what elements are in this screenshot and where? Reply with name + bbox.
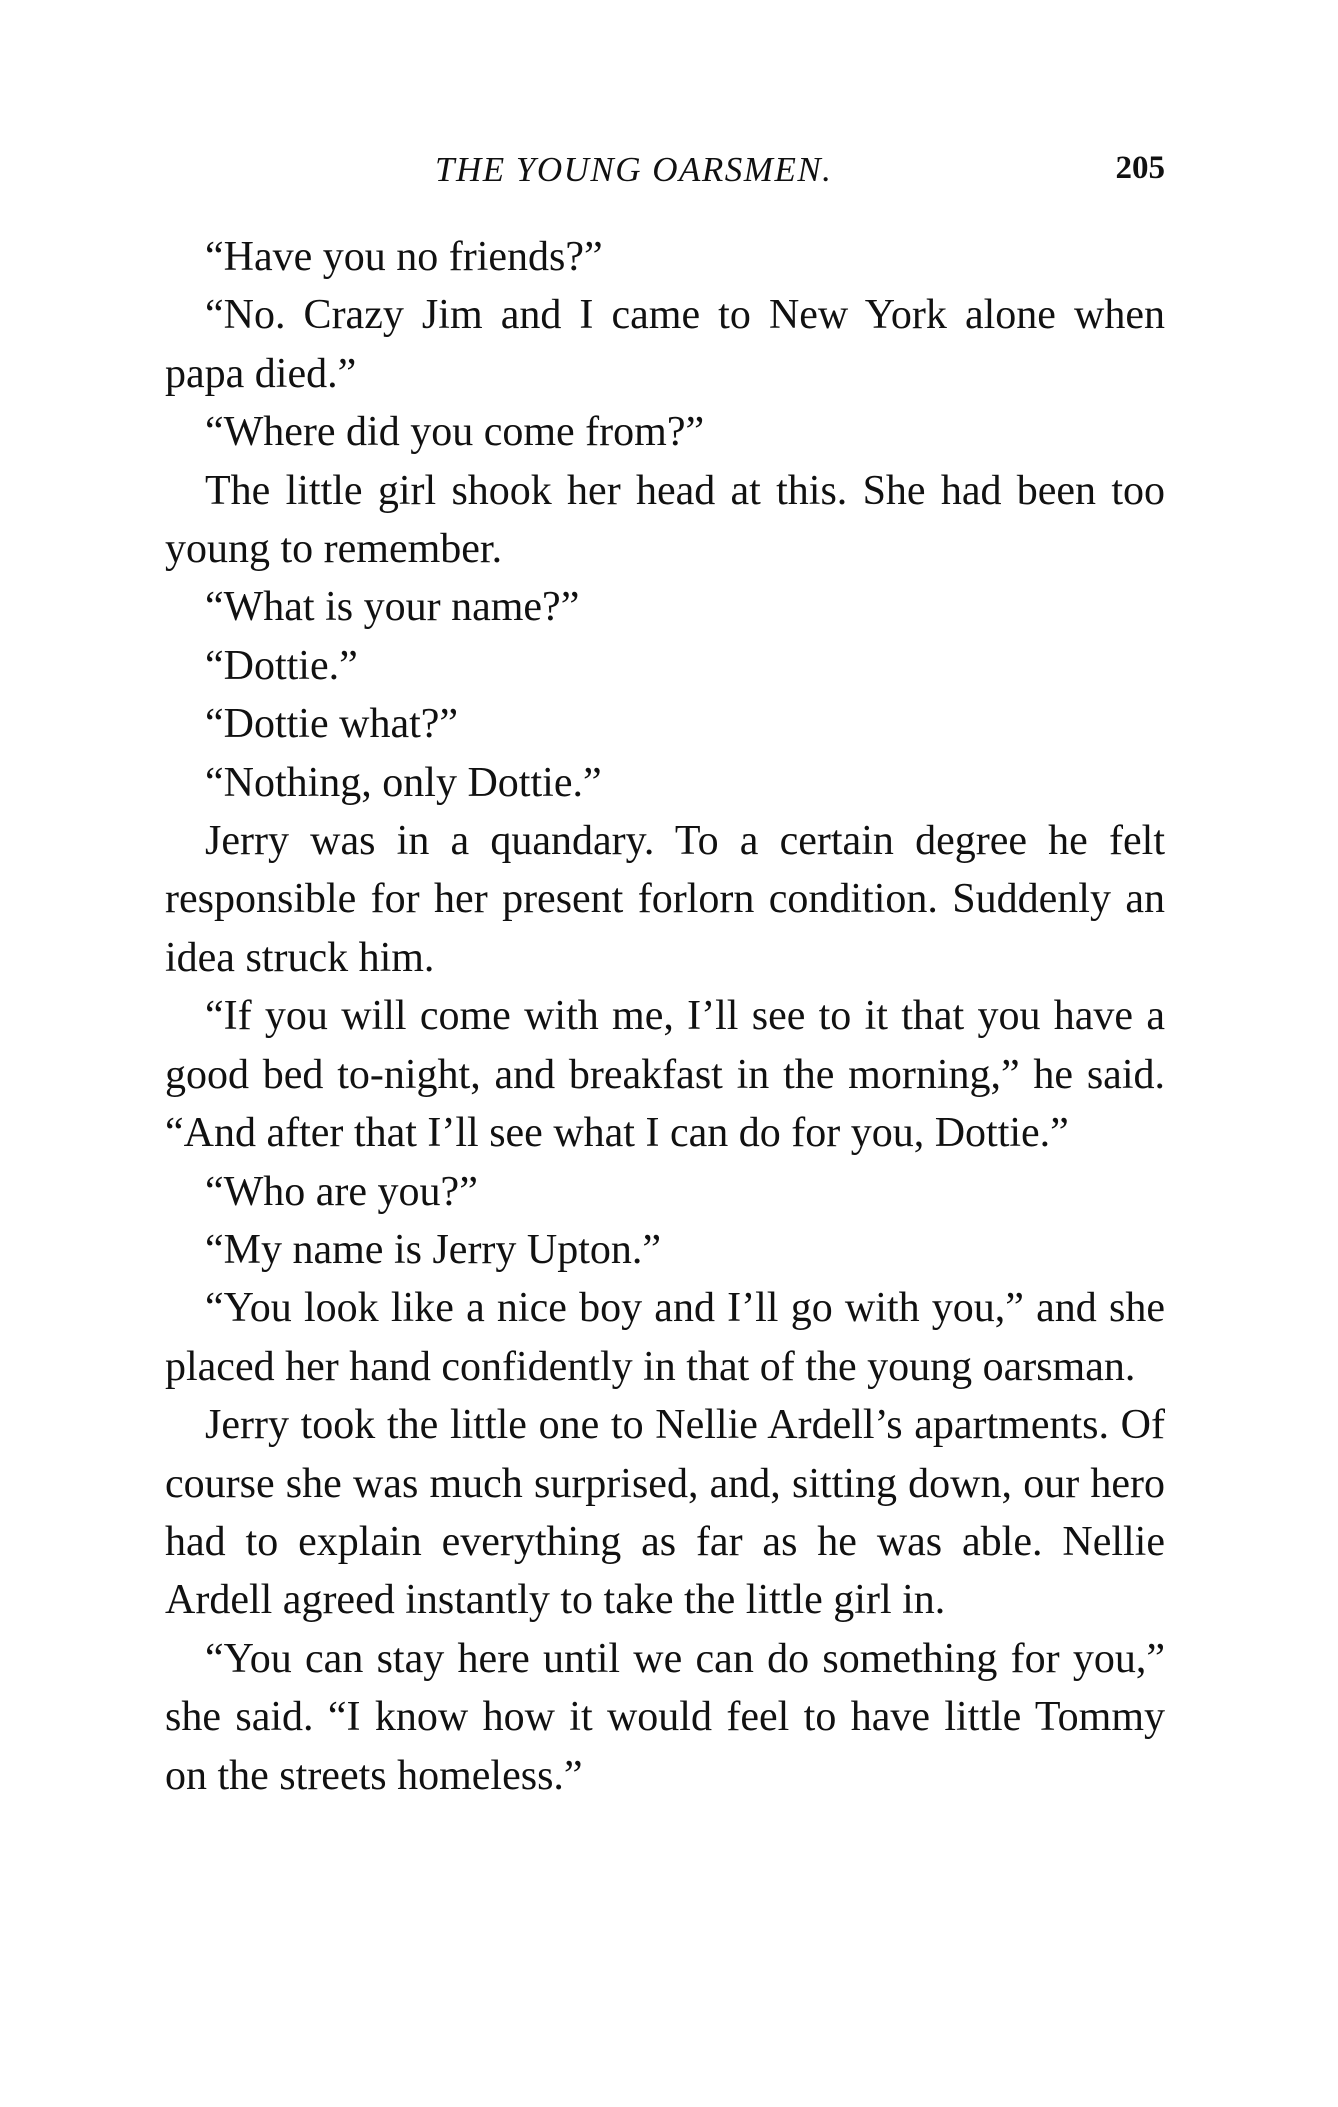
paragraph: “If you will come with me, I’ll see to it that you have a good bed to-night, and breakfast in the morning,” he said. “And after that I’ll see what I can do for you, Dottie.”: [165, 993, 1165, 1157]
paragraph: “Nothing, only Dottie.”: [205, 759, 602, 806]
paragraph: “Where did you come from?”: [205, 409, 705, 456]
running-head: [165, 150, 1165, 194]
paragraph: “Who are you?”: [205, 1168, 478, 1215]
paragraph: “What is your name?”: [205, 584, 580, 631]
running-head-title: THE YOUNG OARSMEN.: [435, 150, 833, 189]
page-number: 205: [1115, 150, 1165, 186]
paragraph: “No. Crazy Jim and I came to New York alone when papa died.”: [165, 292, 1165, 397]
paragraph: “Dottie.”: [205, 642, 358, 689]
body-text: [165, 228, 1165, 1805]
paragraph: The little girl shook her head at this. She had been too young to remember.: [165, 467, 1165, 573]
paragraph: “My name is Jerry Upton.”: [205, 1226, 662, 1273]
paragraph: Jerry took the little one to Nellie Ardell’s apartments. Of course she was much surprised, and, sitting down, our hero had to explain everything as far as he was able. Nellie Ardell agreed instantly to take the little girl in.: [165, 1402, 1165, 1624]
paragraph: “You look like a nice boy and I’ll go with you,” and she placed her hand confidently in that of the young oarsman.: [165, 1285, 1165, 1390]
paragraph: “Have you no friends?”: [205, 234, 603, 280]
paragraph: Jerry was in a quandary. To a certain degree he felt responsible for her present forlorn condition. Suddenly an idea struck him.: [165, 818, 1165, 981]
paragraph: “Dottie what?”: [205, 701, 459, 748]
paragraph: “You can stay here until we can do something for you,” she said. “I know how it would feel to have little Tommy on the streets homeless.”: [165, 1635, 1165, 1799]
